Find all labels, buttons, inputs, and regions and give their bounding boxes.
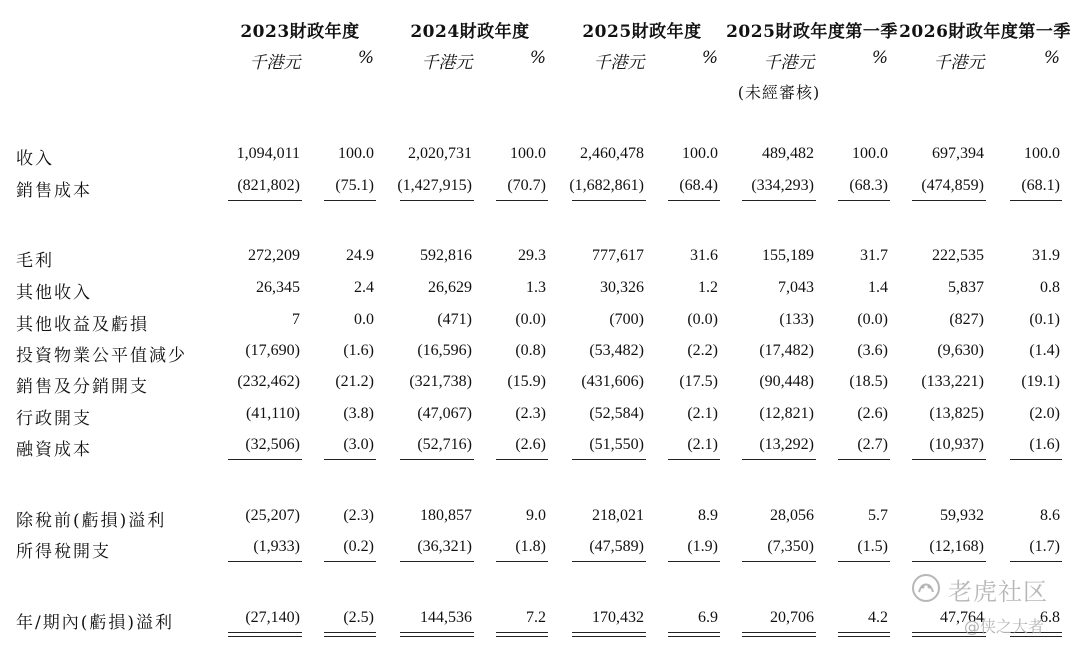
- percent-cell: (68.1): [1021, 177, 1060, 194]
- percent-cell: (17.5): [679, 373, 718, 390]
- subtotal-rule: [324, 459, 376, 460]
- row-label: 其他收入: [16, 283, 92, 303]
- percent-cell: 0.0: [354, 311, 374, 328]
- total-double-rule: [572, 632, 646, 637]
- amount-cell: 2,460,478: [580, 145, 644, 162]
- amount-cell: 218,021: [592, 507, 644, 524]
- subtotal-rule: [912, 200, 986, 201]
- row-label: 其他收益及虧損: [16, 315, 149, 335]
- percent-cell: 100.0: [682, 145, 718, 162]
- row-label: 投資物業公平值減少: [16, 346, 187, 366]
- subtotal-rule: [228, 561, 302, 562]
- percent-cell: 1.4: [868, 279, 888, 296]
- subtotal-rule: [228, 200, 302, 201]
- percent-cell: (0.8): [515, 342, 546, 359]
- row-label: 銷售成本: [16, 181, 92, 201]
- subtotal-rule: [400, 459, 474, 460]
- subtotal-rule: [572, 200, 646, 201]
- percent-cell: (1.6): [1029, 436, 1060, 453]
- subtotal-rule: [742, 200, 816, 201]
- column-pct-header: %: [871, 48, 888, 68]
- amount-cell: (700): [609, 311, 644, 328]
- amount-cell: 2,020,731: [408, 145, 472, 162]
- amount-cell: (41,110): [245, 405, 300, 422]
- row-label: 行政開支: [16, 409, 92, 429]
- amount-cell: (47,067): [417, 405, 472, 422]
- amount-cell: (474,859): [921, 177, 984, 194]
- amount-cell: 155,189: [762, 247, 814, 264]
- amount-cell: (232,462): [237, 373, 300, 390]
- column-pct-header: %: [1043, 48, 1060, 68]
- amount-cell: (1,427,915): [397, 177, 472, 194]
- amount-cell: 222,535: [932, 247, 984, 264]
- amount-cell: (51,550): [589, 436, 644, 453]
- amount-cell: (13,292): [759, 436, 814, 453]
- amount-cell: (47,589): [589, 538, 644, 555]
- percent-cell: (0.0): [515, 311, 546, 328]
- column-pct-header: %: [529, 48, 546, 68]
- total-double-rule: [324, 632, 376, 637]
- amount-cell: (471): [437, 311, 472, 328]
- subtotal-rule: [324, 561, 376, 562]
- amount-cell: (1,682,861): [569, 177, 644, 194]
- percent-cell: (0.2): [343, 538, 374, 555]
- amount-cell: 272,209: [248, 247, 300, 264]
- amount-cell: (52,584): [589, 405, 644, 422]
- percent-cell: (3.0): [343, 436, 374, 453]
- percent-cell: (15.9): [507, 373, 546, 390]
- subtotal-rule: [572, 459, 646, 460]
- total-double-rule: [668, 632, 720, 637]
- subtotal-rule: [838, 200, 890, 201]
- percent-cell: (1.7): [1029, 538, 1060, 555]
- subtotal-rule: [838, 459, 890, 460]
- subtotal-rule: [742, 459, 816, 460]
- percent-cell: 100.0: [852, 145, 888, 162]
- subtotal-rule: [324, 200, 376, 201]
- column-pct-header: %: [357, 48, 374, 68]
- percent-cell: (1.4): [1029, 342, 1060, 359]
- amount-cell: (25,207): [245, 507, 300, 524]
- amount-cell: (53,482): [589, 342, 644, 359]
- percent-cell: 5.7: [868, 507, 888, 524]
- subtotal-rule: [496, 200, 548, 201]
- subtotal-rule: [496, 561, 548, 562]
- percent-cell: (3.6): [857, 342, 888, 359]
- total-double-rule: [400, 632, 474, 637]
- percent-cell: (68.3): [849, 177, 888, 194]
- amount-cell: (321,738): [409, 373, 472, 390]
- subtotal-rule: [912, 459, 986, 460]
- amount-cell: (13,825): [929, 405, 984, 422]
- amount-cell: 20,706: [770, 609, 814, 626]
- amount-cell: 26,629: [428, 279, 472, 296]
- percent-cell: (1.9): [687, 538, 718, 555]
- subtotal-rule: [400, 200, 474, 201]
- column-period-header: 2024財政年度: [410, 22, 530, 42]
- subtotal-rule: [742, 561, 816, 562]
- amount-cell: (821,802): [237, 177, 300, 194]
- amount-cell: (32,506): [245, 436, 300, 453]
- percent-cell: 100.0: [338, 145, 374, 162]
- percent-cell: 31.6: [690, 247, 718, 264]
- column-pct-header: %: [701, 48, 718, 68]
- column-unit-header: 千港元: [933, 53, 985, 73]
- column-period-header: 2026財政年度第一季: [899, 22, 1071, 42]
- subtotal-rule: [668, 561, 720, 562]
- percent-cell: (18.5): [849, 373, 888, 390]
- percent-cell: (2.1): [687, 436, 718, 453]
- amount-cell: (334,293): [751, 177, 814, 194]
- percent-cell: (1.6): [343, 342, 374, 359]
- total-double-rule: [742, 632, 816, 637]
- amount-cell: (36,321): [417, 538, 472, 555]
- amount-cell: 7,043: [778, 279, 814, 296]
- percent-cell: (2.5): [343, 609, 374, 626]
- total-double-rule: [496, 632, 548, 637]
- amount-cell: (17,690): [245, 342, 300, 359]
- percent-cell: 1.3: [526, 279, 546, 296]
- amount-cell: 144,536: [420, 609, 472, 626]
- row-label: 收入: [16, 149, 54, 169]
- amount-cell: (827): [949, 311, 984, 328]
- percent-cell: 31.9: [1032, 247, 1060, 264]
- percent-cell: (2.2): [687, 342, 718, 359]
- percent-cell: (2.1): [687, 405, 718, 422]
- percent-cell: (2.7): [857, 436, 888, 453]
- amount-cell: 7: [292, 311, 300, 328]
- percent-cell: (2.3): [515, 405, 546, 422]
- percent-cell: (2.0): [1029, 405, 1060, 422]
- subtotal-rule: [1010, 561, 1062, 562]
- amount-cell: 59,932: [940, 507, 984, 524]
- percent-cell: (0.0): [857, 311, 888, 328]
- amount-cell: (10,937): [929, 436, 984, 453]
- watermark-site: 老虎社区: [948, 578, 1048, 606]
- percent-cell: (70.7): [507, 177, 546, 194]
- column-unit-header: 千港元: [249, 53, 301, 73]
- percent-cell: 24.9: [346, 247, 374, 264]
- percent-cell: (0.1): [1029, 311, 1060, 328]
- amount-cell: (431,606): [581, 373, 644, 390]
- percent-cell: (21.2): [335, 373, 374, 390]
- amount-cell: 1,094,011: [236, 145, 300, 162]
- row-label: 銷售及分銷開支: [16, 377, 149, 397]
- subtotal-rule: [668, 459, 720, 460]
- amount-cell: 28,056: [770, 507, 814, 524]
- percent-cell: (1.8): [515, 538, 546, 555]
- percent-cell: (3.8): [343, 405, 374, 422]
- amount-cell: 170,432: [592, 609, 644, 626]
- column-period-header: 2023財政年度: [240, 22, 360, 42]
- percent-cell: 6.8: [1040, 609, 1060, 626]
- percent-cell: (0.0): [687, 311, 718, 328]
- total-double-rule: [912, 632, 986, 637]
- subtotal-rule: [572, 561, 646, 562]
- subtotal-rule: [668, 200, 720, 201]
- amount-cell: 30,326: [600, 279, 644, 296]
- amount-cell: (9,630): [937, 342, 984, 359]
- row-label: 除稅前(虧損)溢利: [16, 511, 167, 531]
- amount-cell: (17,482): [759, 342, 814, 359]
- percent-cell: 100.0: [510, 145, 546, 162]
- percent-cell: 31.7: [860, 247, 888, 264]
- unaudited-note: (未經審核): [737, 83, 821, 102]
- column-unit-header: 千港元: [421, 53, 473, 73]
- total-double-rule: [1010, 632, 1062, 637]
- row-label: 年/期內(虧損)溢利: [16, 613, 174, 633]
- total-double-rule: [838, 632, 890, 637]
- amount-cell: (27,140): [245, 609, 300, 626]
- amount-cell: 592,816: [420, 247, 472, 264]
- amount-cell: (90,448): [759, 373, 814, 390]
- amount-cell: (52,716): [417, 436, 472, 453]
- amount-cell: 5,837: [948, 279, 984, 296]
- percent-cell: 0.8: [1040, 279, 1060, 296]
- subtotal-rule: [912, 561, 986, 562]
- subtotal-rule: [400, 561, 474, 562]
- amount-cell: (7,350): [767, 538, 814, 555]
- percent-cell: (2.3): [343, 507, 374, 524]
- amount-cell: 47,764: [940, 609, 984, 626]
- amount-cell: 26,345: [256, 279, 300, 296]
- row-label: 所得稅開支: [16, 542, 111, 562]
- percent-cell: 100.0: [1024, 145, 1060, 162]
- amount-cell: 777,617: [592, 247, 644, 264]
- row-label: 融資成本: [16, 440, 92, 460]
- amount-cell: 489,482: [762, 145, 814, 162]
- percent-cell: 1.2: [698, 279, 718, 296]
- subtotal-rule: [1010, 200, 1062, 201]
- subtotal-rule: [1010, 459, 1062, 460]
- total-double-rule: [228, 632, 302, 637]
- amount-cell: (133,221): [921, 373, 984, 390]
- column-period-header: 2025財政年度: [582, 22, 702, 42]
- column-unit-header: 千港元: [593, 53, 645, 73]
- watermark-user: @侠之大者: [964, 617, 1045, 636]
- amount-cell: 697,394: [932, 145, 984, 162]
- percent-cell: (68.4): [679, 177, 718, 194]
- column-unit-header: 千港元: [763, 53, 815, 73]
- amount-cell: (12,821): [759, 405, 814, 422]
- percent-cell: 2.4: [354, 279, 374, 296]
- percent-cell: 8.6: [1040, 507, 1060, 524]
- amount-cell: (133): [779, 311, 814, 328]
- percent-cell: 4.2: [868, 609, 888, 626]
- percent-cell: (2.6): [515, 436, 546, 453]
- column-period-header: 2025財政年度第一季: [726, 22, 898, 42]
- percent-cell: 29.3: [518, 247, 546, 264]
- percent-cell: 9.0: [526, 507, 546, 524]
- percent-cell: (19.1): [1021, 373, 1060, 390]
- percent-cell: 7.2: [526, 609, 546, 626]
- row-label: 毛利: [16, 251, 54, 271]
- subtotal-rule: [838, 561, 890, 562]
- percent-cell: 8.9: [698, 507, 718, 524]
- amount-cell: (12,168): [929, 538, 984, 555]
- amount-cell: 180,857: [420, 507, 472, 524]
- percent-cell: 6.9: [698, 609, 718, 626]
- percent-cell: (1.5): [857, 538, 888, 555]
- percent-cell: (75.1): [335, 177, 374, 194]
- percent-cell: (2.6): [857, 405, 888, 422]
- subtotal-rule: [228, 459, 302, 460]
- amount-cell: (1,933): [253, 538, 300, 555]
- amount-cell: (16,596): [417, 342, 472, 359]
- subtotal-rule: [496, 459, 548, 460]
